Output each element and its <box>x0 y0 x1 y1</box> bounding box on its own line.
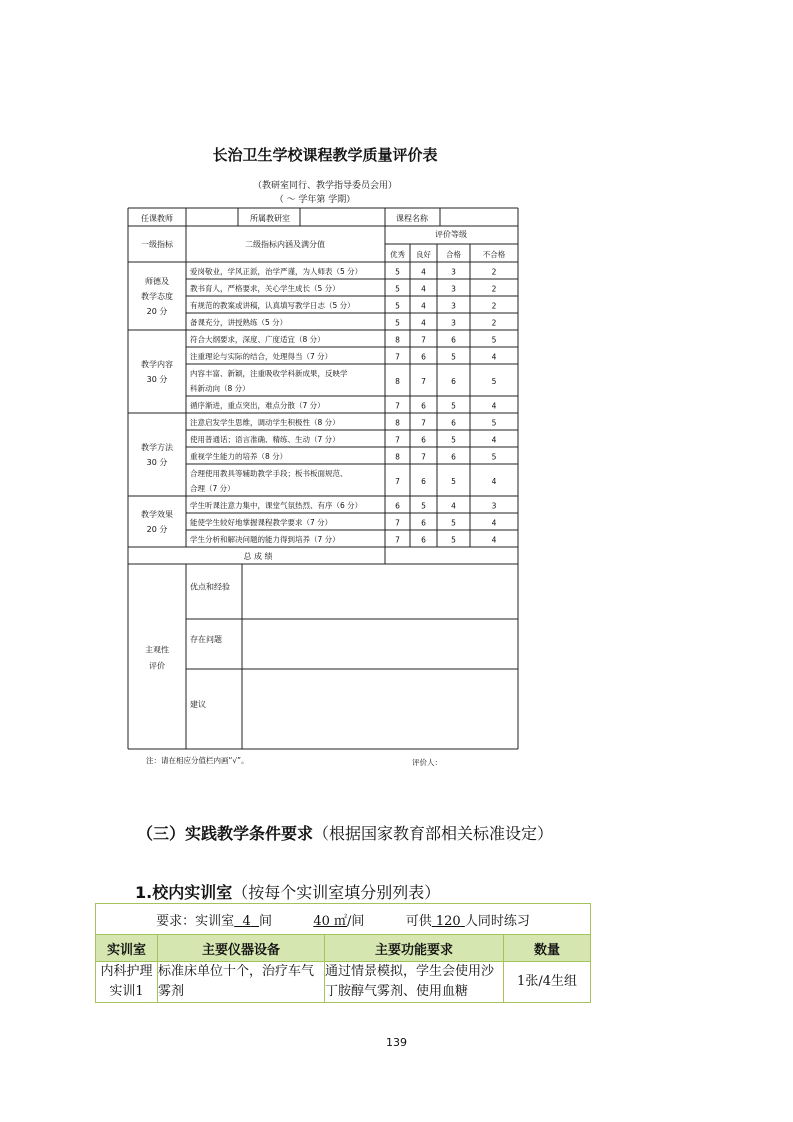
score-2-0-0: 8 <box>395 418 400 428</box>
score-0-2-1: 4 <box>421 301 426 311</box>
item-2-1: 使用普通话；语言准确、精练、生动（7 分） <box>190 435 340 444</box>
score-1-3-1: 6 <box>421 401 426 411</box>
subsection-heading-note: （按每个实训室填分别列表） <box>232 883 441 902</box>
item-3-1: 能使学生较好地掌握课程教学要求（7 分） <box>190 518 333 527</box>
cell-quantity: 1张/4生组 <box>504 962 591 1003</box>
req-capacity: 120 <box>435 913 461 929</box>
group-3-label-0: 教学效果 <box>141 510 173 519</box>
score-2-2-0: 8 <box>395 452 400 462</box>
score-3-2-1: 6 <box>421 535 426 545</box>
subjective-row-0: 优点和经验 <box>190 582 230 592</box>
cell-equipment: 标准床单位十个，治疗车气雾剂 <box>158 962 325 1003</box>
col-quantity: 数量 <box>504 935 591 962</box>
item-2-2: 重视学生能力的培养（8 分） <box>190 452 288 461</box>
score-3-0-2: 4 <box>451 501 456 511</box>
score-2-0-1: 7 <box>421 418 426 428</box>
grade-col-3: 不合格 <box>482 250 506 259</box>
score-3-2-0: 7 <box>395 535 400 545</box>
section-heading-note: （根据国家教育部相关标准设定） <box>313 824 554 843</box>
score-2-0-2: 6 <box>451 418 456 428</box>
item-1-0: 符合大纲要求，深度、广度适宜（8 分） <box>190 335 325 344</box>
item-0-0: 爱岗敬业，学风正派，治学严谨，为人师表（5 分） <box>190 267 363 276</box>
score-0-1-0: 5 <box>395 284 400 294</box>
item-2-3: 合理使用教具等辅助教学手段；板书板面规范、 <box>190 469 348 478</box>
score-1-1-1: 6 <box>421 352 426 362</box>
teacher-label: 任课教师 <box>141 214 173 223</box>
score-1-2-0: 8 <box>395 377 400 386</box>
total-label: 总 成 绩 <box>243 552 273 561</box>
score-3-0-3: 3 <box>491 501 497 511</box>
col-room: 实训室 <box>96 935 158 962</box>
subjective-label-1: 评价 <box>149 661 165 671</box>
score-2-2-1: 7 <box>421 452 426 462</box>
score-0-0-1: 4 <box>421 267 426 277</box>
cell-room: 内科护理实训1 <box>96 962 158 1003</box>
group-3-label-1: 20 分 <box>146 525 168 534</box>
score-0-3-3: 2 <box>491 318 497 328</box>
score-3-2-3: 4 <box>491 535 497 545</box>
course-label: 课程名称 <box>396 214 428 223</box>
score-2-3-1: 6 <box>421 477 426 486</box>
form-subtitle: （教研室同行、教学指导委员会用） <box>252 181 398 191</box>
item-1-2: 内容丰富、新颖，注重吸收学科新成果，反映学 <box>190 369 348 378</box>
item-1-1: 注重理论与实际的结合，处理得当（7 分） <box>190 352 333 361</box>
score-2-1-3: 4 <box>491 435 497 445</box>
req-prefix: 要求：实训室 <box>156 913 235 929</box>
score-1-0-0: 8 <box>395 335 400 345</box>
table-row <box>96 962 591 1003</box>
score-2-3-0: 7 <box>395 477 400 486</box>
score-3-1-1: 6 <box>421 518 426 528</box>
score-1-1-2: 5 <box>451 352 456 362</box>
score-0-3-1: 4 <box>421 318 426 328</box>
item-1-2-cont: 科新动向（8 分） <box>190 384 250 393</box>
score-1-0-3: 5 <box>491 335 497 345</box>
score-2-2-3: 5 <box>491 452 497 462</box>
score-0-3-2: 3 <box>451 318 456 328</box>
score-1-3-0: 7 <box>395 401 400 411</box>
subjective-label-0: 主观性 <box>145 645 169 655</box>
req-cap-suffix: 人同时练习 <box>464 913 530 929</box>
item-3-0: 学生听课注意力集中，课堂气氛热烈、有序（6 分） <box>190 501 363 510</box>
group-1-label-1: 30 分 <box>146 375 168 384</box>
item-1-3: 循序渐进，重点突出，难点分散（7 分） <box>190 401 325 410</box>
cell-function: 通过情景模拟，学生会使用沙丁胺醇气雾剂、使用血糖 <box>325 962 504 1003</box>
req-rooms: 4 <box>242 913 251 929</box>
score-1-3-3: 4 <box>491 401 497 411</box>
lab-requirement-row <box>96 904 591 935</box>
subjective-row-2: 建议 <box>190 700 206 709</box>
grade-label: 评价等级 <box>435 230 467 239</box>
score-1-2-2: 6 <box>451 377 456 386</box>
grade-col-0: 优秀 <box>390 250 405 259</box>
score-2-3-2: 5 <box>451 477 456 486</box>
section-heading-bold: （三）实践教学条件要求 <box>137 824 314 843</box>
group-2-label-1: 30 分 <box>146 458 168 467</box>
score-0-3-0: 5 <box>395 318 400 328</box>
score-0-1-2: 3 <box>451 284 456 294</box>
score-1-2-1: 7 <box>421 377 426 386</box>
form-title: 长治卫生学校课程教学质量评价表 <box>212 146 438 164</box>
req-room-unit: 间 <box>258 913 272 929</box>
form-note: 注：请在相应分值栏内画“√”。 <box>146 756 249 765</box>
score-2-1-1: 6 <box>421 435 426 445</box>
secondary-label: 二级指标内涵及满分值 <box>245 240 325 249</box>
score-0-0-0: 5 <box>395 267 400 277</box>
score-3-2-2: 5 <box>451 535 456 545</box>
req-area-unit: /间 <box>347 913 365 929</box>
primary-label: 一级指标 <box>141 240 173 249</box>
group-0-label-1: 教学态度 <box>141 292 173 301</box>
score-1-1-3: 4 <box>491 352 497 362</box>
score-0-1-3: 2 <box>491 284 497 294</box>
score-0-1-1: 4 <box>421 284 426 294</box>
score-3-1-0: 7 <box>395 518 400 528</box>
req-cap-prefix: 可供 <box>405 913 432 929</box>
group-2-label-0: 教学方法 <box>141 443 173 452</box>
grade-col-1: 良好 <box>416 250 431 259</box>
score-3-0-0: 6 <box>395 501 400 511</box>
score-0-0-2: 3 <box>451 267 456 277</box>
score-1-0-2: 6 <box>451 335 456 345</box>
score-0-2-3: 2 <box>491 301 497 311</box>
evaluator-label: 评价人： <box>412 758 442 767</box>
score-0-2-0: 5 <box>395 301 400 311</box>
dept-label: 所属教研室 <box>250 214 290 223</box>
score-2-3-3: 4 <box>491 477 497 486</box>
group-0-label-2: 20 分 <box>146 307 168 316</box>
score-3-1-3: 4 <box>491 518 497 528</box>
score-1-2-3: 5 <box>491 377 497 386</box>
score-3-0-1: 5 <box>421 501 426 511</box>
group-1-label-0: 教学内容 <box>141 360 173 369</box>
req-area: 40 ㎡ <box>313 913 348 929</box>
col-equipment: 主要仪器设备 <box>158 935 325 962</box>
score-0-2-2: 3 <box>451 301 456 311</box>
score-2-1-2: 5 <box>451 435 456 445</box>
score-1-1-0: 7 <box>395 352 400 362</box>
score-1-3-2: 5 <box>451 401 456 411</box>
item-3-2: 学生分析和解决问题的能力得到培养（7 分） <box>190 535 340 544</box>
score-0-0-3: 2 <box>491 267 497 277</box>
score-2-2-2: 6 <box>451 452 456 462</box>
subjective-row-1: 存在问题 <box>190 635 222 644</box>
score-1-0-1: 7 <box>421 335 426 345</box>
score-2-0-3: 5 <box>491 418 497 428</box>
group-0-label-0: 师德及 <box>145 277 169 286</box>
score-3-1-2: 5 <box>451 518 456 528</box>
page-number: 139 <box>386 1036 407 1049</box>
form-year-line: （ ～ 学年第 学期） <box>274 195 356 205</box>
subsection-heading-bold: 1.校内实训室 <box>135 883 233 902</box>
score-2-1-0: 7 <box>395 435 400 445</box>
item-2-0: 注意启发学生思维，调动学生积极性（8 分） <box>190 418 340 427</box>
grade-col-2: 合格 <box>446 250 461 259</box>
item-0-1: 教书育人，严格要求，关心学生成长（5 分） <box>190 284 340 293</box>
item-0-2: 有规范的教案或讲稿，认真填写教学日志（5 分） <box>190 301 355 310</box>
subsection-heading <box>135 880 440 903</box>
item-0-3: 备课充分，讲授熟练（5 分） <box>190 318 288 327</box>
section-heading <box>137 821 553 844</box>
lab-table <box>95 903 591 1003</box>
item-2-3-cont: 合理（7 分） <box>190 484 235 493</box>
col-function: 主要功能要求 <box>325 935 504 962</box>
